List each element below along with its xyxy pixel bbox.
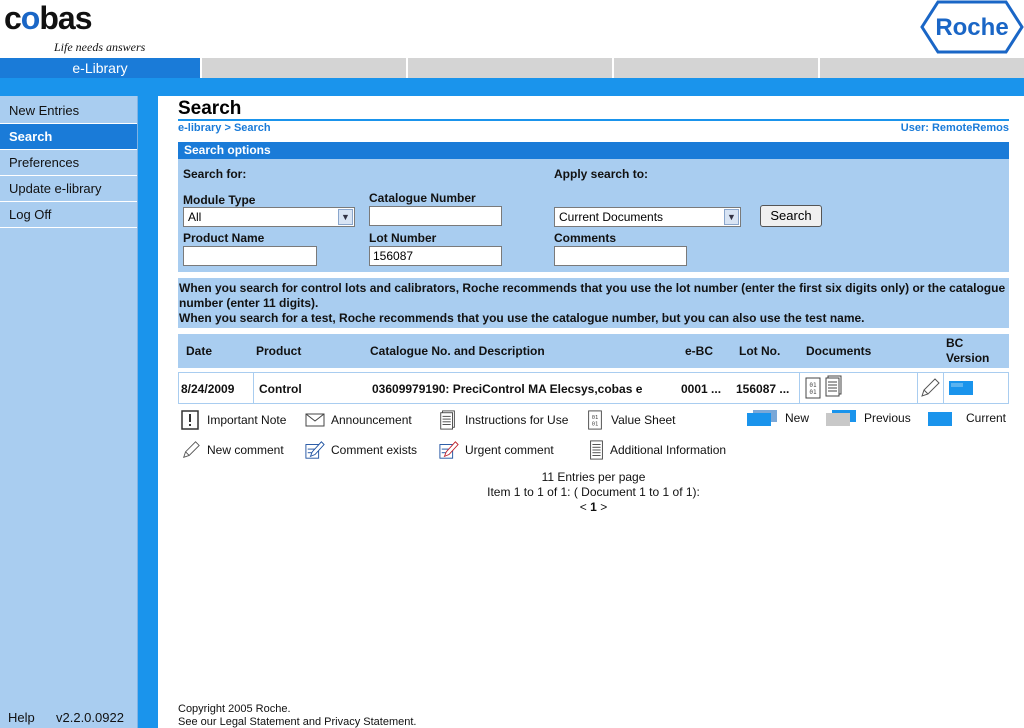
comments-label: Comments: [554, 231, 617, 245]
sidebar-item-log-off[interactable]: Log Off: [0, 202, 137, 228]
current-icon[interactable]: [949, 381, 973, 398]
apply-search-select[interactable]: [554, 207, 741, 227]
pager: [178, 500, 1009, 514]
cell-catalogue[interactable]: 03609979190: PreciControl MA Elecsys,cobas e: [372, 382, 643, 396]
product-name-label: Product Name: [183, 231, 265, 245]
announcement-icon: [305, 410, 325, 430]
previous-page-button[interactable]: <: [579, 500, 587, 514]
sidebar-item-update-e-library[interactable]: Update e-library: [0, 176, 137, 202]
search-tips-panel: [178, 278, 1009, 328]
tab-e-library[interactable]: e-Library: [0, 58, 202, 78]
column-date[interactable]: Date: [186, 344, 213, 358]
sidebar-item-search[interactable]: Search: [0, 124, 137, 150]
sidebar: [0, 96, 138, 728]
tab-empty-2: [408, 58, 614, 78]
item-range: Item 1 to 1 of 1: ( Document 1 to 1 of 1):: [487, 485, 700, 499]
module-type-value: All: [188, 210, 202, 224]
cell-divider: [799, 373, 800, 403]
important-note-icon: [181, 410, 199, 430]
legend-additional-info: [589, 440, 726, 460]
legend-urgent-comment: [439, 440, 554, 460]
breadcrumb[interactable]: e-library > Search: [178, 122, 271, 134]
current-page[interactable]: 1: [590, 500, 597, 514]
instructions-icon: [439, 410, 457, 430]
value-sheet-icon: [587, 410, 603, 430]
cell-divider: [917, 373, 918, 403]
column-documents[interactable]: Documents: [806, 344, 872, 358]
legend-comment-exists-label: Comment exists: [331, 443, 418, 457]
module-type-select[interactable]: [183, 207, 355, 227]
column-lot-no[interactable]: Lot No.: [739, 344, 781, 358]
legend-previous-label: Previous: [864, 411, 911, 425]
module-type-label: Module Type: [183, 193, 256, 207]
svg-text:01: 01: [591, 415, 599, 422]
cell-ebc[interactable]: 0001 ...: [681, 382, 722, 396]
column-bc-version[interactable]: BC Version: [946, 336, 990, 365]
legend-important-note: [181, 410, 286, 430]
svg-text:Roche: Roche: [935, 14, 1009, 41]
legend-new-comment: [181, 440, 284, 460]
column-ebc[interactable]: e-BC: [685, 344, 714, 358]
catalogue-number-input[interactable]: [369, 206, 502, 226]
cell-lot: 156087 ...: [736, 382, 790, 396]
comment-exists-icon: [305, 440, 325, 460]
sidebar-item-new-entries[interactable]: New Entries: [0, 98, 137, 124]
column-product[interactable]: Product: [256, 344, 302, 358]
version-label: v2.2.0.0922: [56, 710, 124, 725]
header-band: [0, 78, 1024, 96]
top-navigation: [0, 58, 1024, 78]
new-icon: [747, 410, 777, 426]
page-title: Search: [178, 98, 242, 119]
legend-additional-info-label: Additional Information: [610, 443, 727, 457]
cell-divider: [943, 373, 944, 403]
search-button[interactable]: Search: [760, 205, 822, 227]
column-catalogue[interactable]: Catalogue No. and Description: [370, 344, 545, 358]
search-options-header: Search options: [178, 142, 1009, 159]
legend-instructions: [439, 410, 568, 430]
logo-tagline: Life needs answers: [54, 40, 146, 54]
cell-date: 8/24/2009: [181, 382, 235, 396]
legal-statement-link[interactable]: See our Legal Statement and Privacy Statement.: [178, 716, 417, 728]
legend-new: [747, 410, 809, 426]
user-label: User: RemoteRemos: [900, 122, 1009, 134]
table-row[interactable]: [178, 372, 1009, 404]
tab-empty-3: [614, 58, 820, 78]
previous-icon: [826, 410, 856, 426]
tab-empty-1: [202, 58, 408, 78]
svg-text:01: 01: [809, 389, 817, 396]
results-table-header: [178, 334, 1009, 368]
lot-number-label: Lot Number: [369, 231, 437, 245]
tab-empty-4: [820, 58, 1024, 78]
urgent-comment-icon: [439, 440, 459, 460]
svg-text:01: 01: [591, 421, 599, 428]
roche-logo: [920, 0, 1024, 54]
value-sheet-icon[interactable]: [805, 377, 821, 402]
search-tip-lots: When you search for control lots and calibrators, Roche recommends that you use the lot number (enter the first six digits only) or the catalogue number (enter 11 digits).: [179, 281, 1006, 310]
instructions-icon[interactable]: [825, 375, 843, 400]
legend-value-sheet-label: Value Sheet: [611, 413, 676, 427]
help-link[interactable]: Help: [8, 710, 35, 725]
legend-instructions-label: Instructions for Use: [465, 413, 569, 427]
lot-number-input[interactable]: [369, 246, 502, 266]
chevron-down-icon[interactable]: ▼: [724, 209, 739, 225]
pencil-icon[interactable]: [919, 377, 941, 402]
svg-text:01: 01: [809, 382, 817, 389]
legend-urgent-comment-label: Urgent comment: [465, 443, 554, 457]
apply-search-label: Apply search to:: [554, 167, 649, 181]
catalogue-number-label: Catalogue Number: [369, 191, 476, 205]
chevron-down-icon[interactable]: ▼: [338, 209, 353, 225]
title-divider: [178, 119, 1009, 121]
legend-previous: [826, 410, 911, 426]
search-tip-tests: When you search for a test, Roche recommends that you use the catalogue number, but you can also use the test name.: [179, 311, 865, 325]
new-comment-icon: [181, 440, 201, 460]
entries-per-page[interactable]: 11 Entries per page: [541, 470, 646, 484]
legend-comment-exists: [305, 440, 417, 460]
current-icon: [928, 410, 958, 426]
legend-new-comment-label: New comment: [207, 443, 284, 457]
cobas-logo: cobas: [4, 0, 92, 36]
cell-product: Control: [259, 382, 302, 396]
additional-information-icon: [589, 440, 604, 460]
legend-new-label: New: [785, 411, 810, 425]
legend-announcement-label: Announcement: [331, 413, 412, 427]
copyright: Copyright 2005 Roche.: [178, 703, 291, 715]
legend-current-label: Current: [966, 411, 1007, 425]
comments-input[interactable]: [554, 246, 687, 266]
legend-important-note-label: Important Note: [207, 413, 287, 427]
legend-current: [928, 410, 1006, 426]
search-for-label: Search for:: [183, 167, 247, 181]
legend-announcement: [305, 410, 412, 430]
sidebar-gutter: [138, 96, 158, 728]
product-name-input[interactable]: [183, 246, 317, 266]
next-page-button[interactable]: >: [600, 500, 608, 514]
apply-search-value: Current Documents: [559, 210, 664, 224]
cell-divider: [253, 373, 254, 403]
sidebar-item-preferences[interactable]: Preferences: [0, 150, 137, 176]
legend-value-sheet: [587, 410, 676, 430]
